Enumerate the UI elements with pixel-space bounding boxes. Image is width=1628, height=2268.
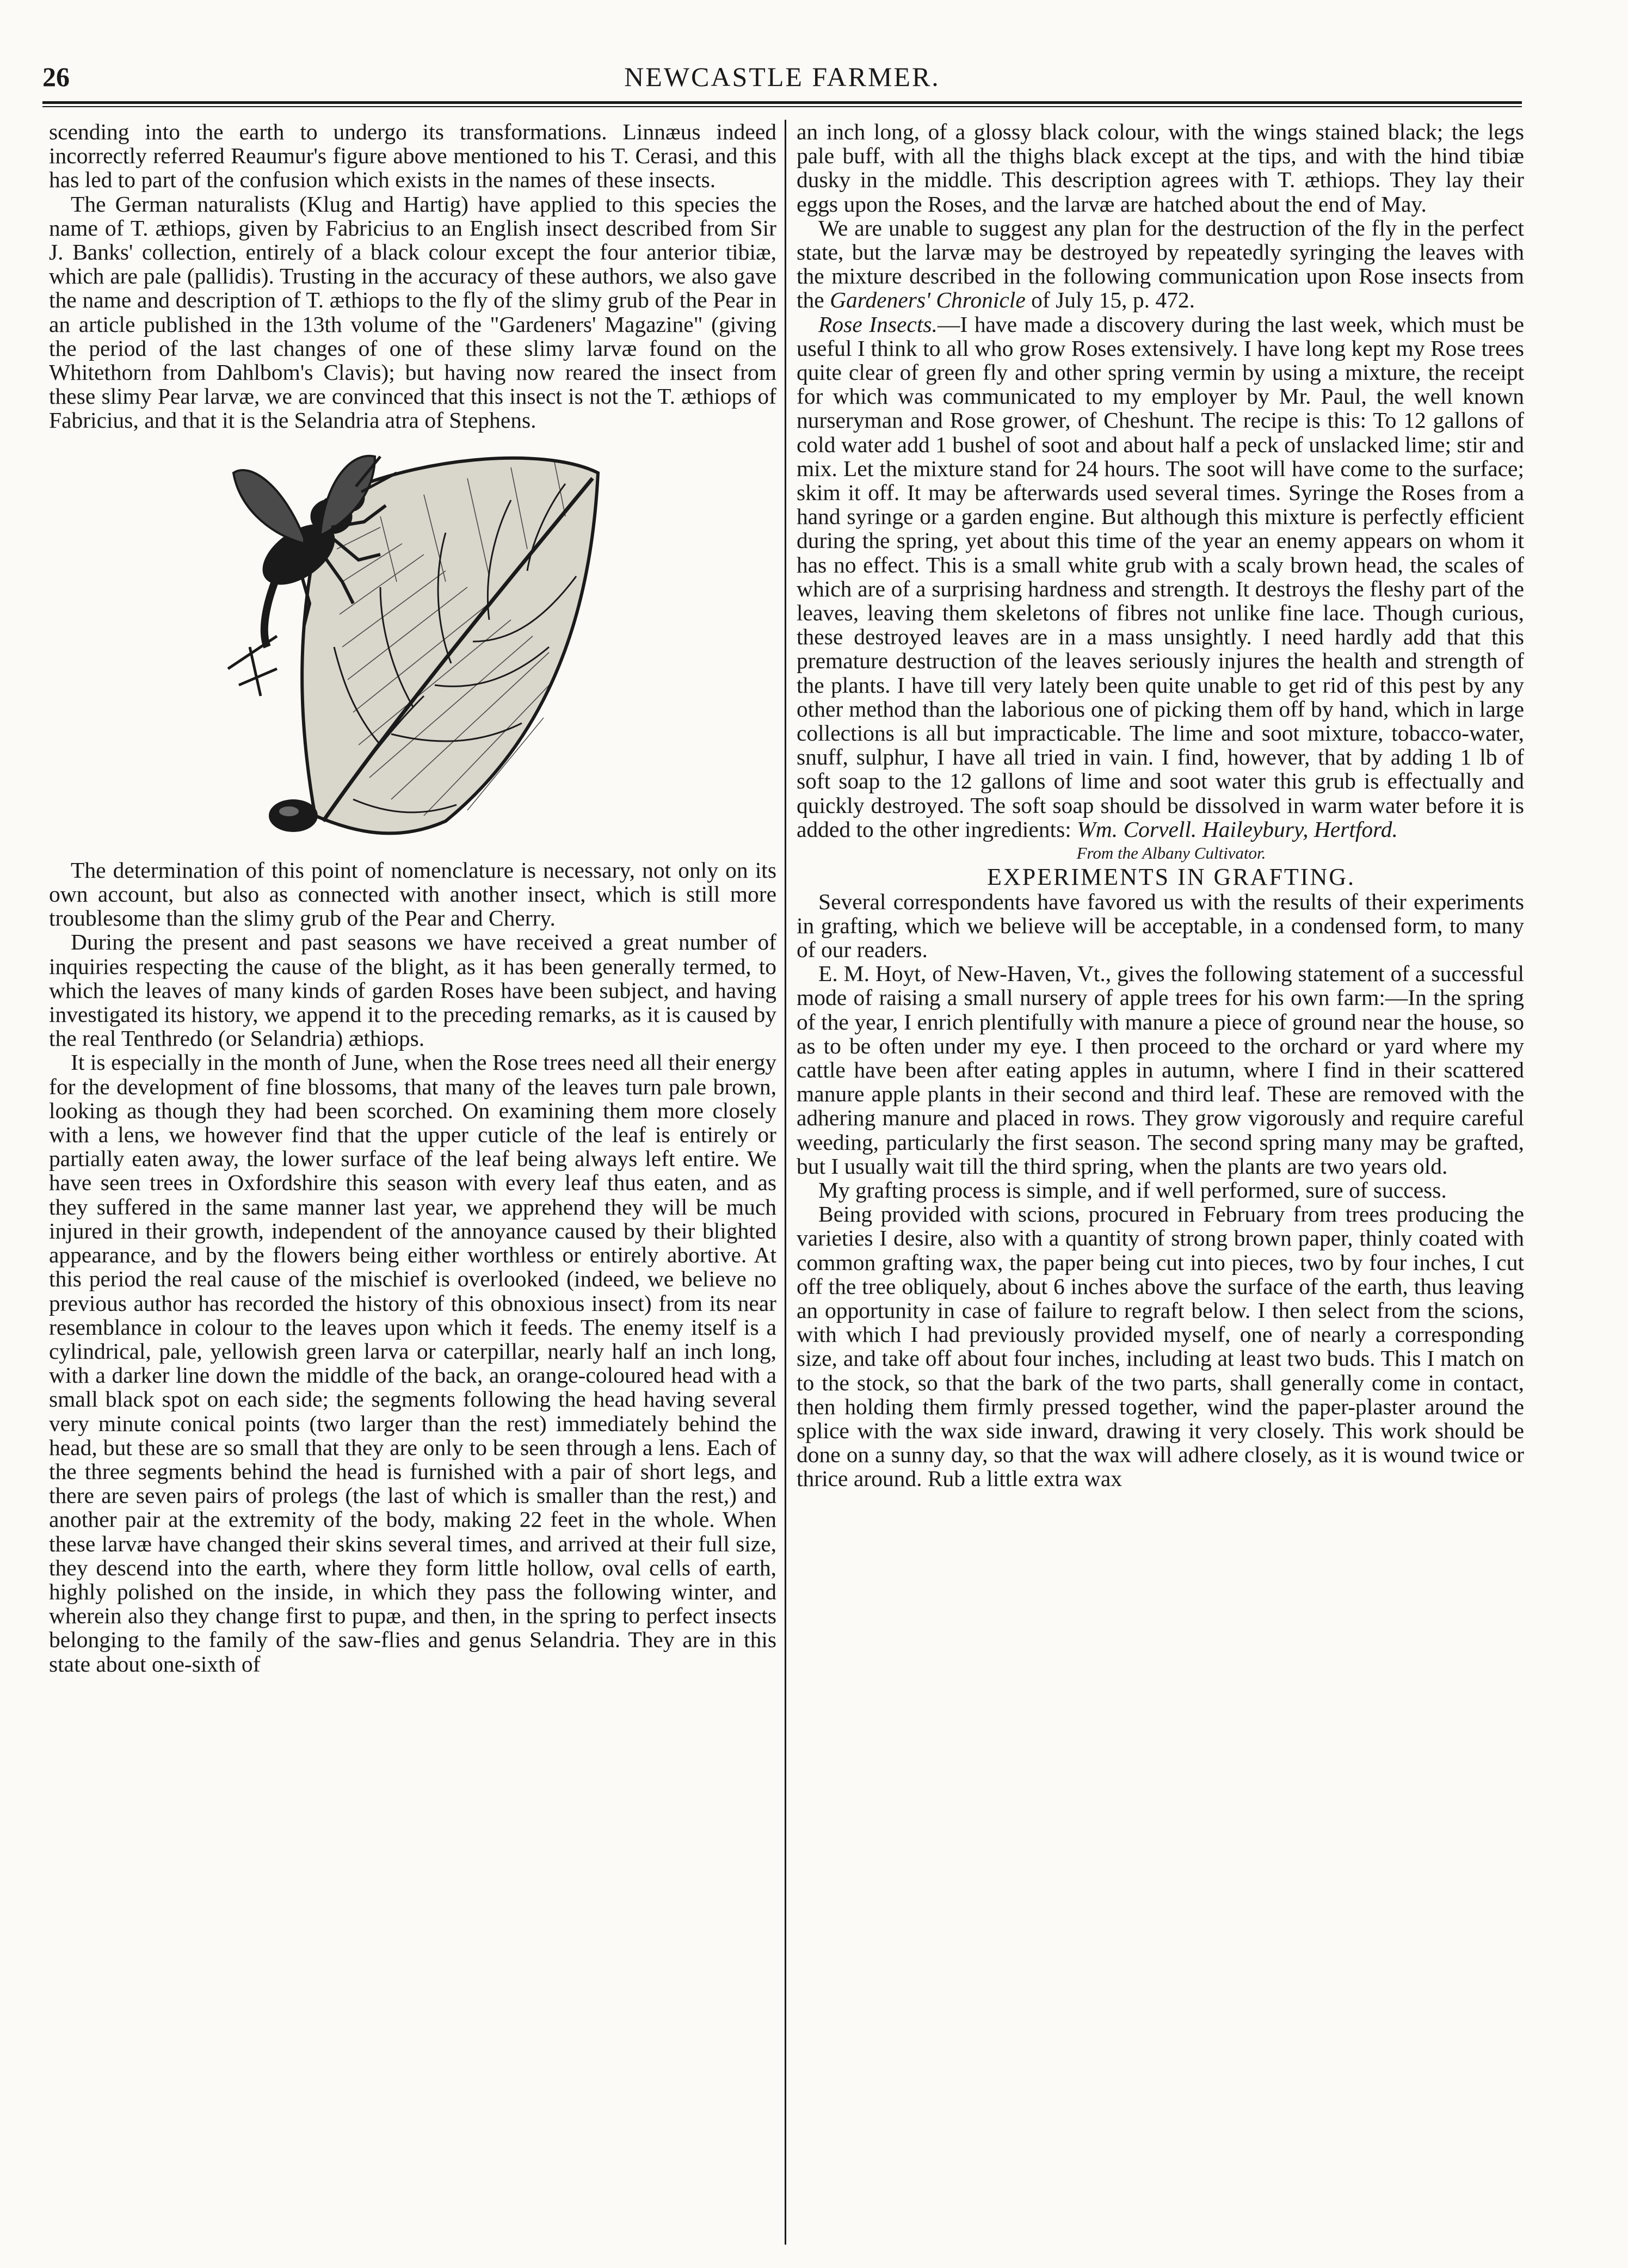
- right-paragraph-1: an inch long, of a glossy black colour, with the wings stained black; the legs pale buff, with all the thighs black except at the tips, and with the hind tibiæ dusky in the middle. This description agrees with T. æthiops. They lay their eggs upon the Roses, and the larvæ are hatched about the end of May.: [797, 120, 1524, 217]
- running-head: NEWCASTLE FARMER.: [624, 61, 940, 92]
- left-paragraph-5: It is especially in the month of June, when the Rose trees need all their energy for the development of fine blossoms, that many of the leaves turn pale brown, looking as though they had been scorched. On examining them more closely with a lens, we however find that the upper cuticle of the leaf is entirely or partially eaten away, the lower surface of the leaf being always left entire. We have seen trees in Oxfordshire this season with every leaf thus eaten, and as they suffered in the same manner last year, we apprehend they will be much injured in their growth, independent of the annoyance caused by their blighted appearance, and by the flowers being either worthless or entirely abortive. At this period the real cause of the mischief is overlooked (indeed, we believe no previous author has recorded the history of this obnoxious insect) from its near resemblance in colour to the leaves upon which it feeds. The enemy itself is a cylindrical, pale, yellowish green larva or caterpillar, nearly half an inch long, with a darker line down the middle of the back, an orange-coloured head with a small black spot on each side; the segments following the head having several very minute conical points (two larger than the rest) immediately behind the head, but these are so small that they are only to be seen through a lens. Each of the three segments behind the head is furnished with a pair of short legs, and there are seven pairs of prolegs (the last of which is smaller than the rest,) and another pair at the extremity of the body, making 22 feet in the whole. When these larvæ have changed their skins several times, and arrived at their full size, they descend into the earth, where they form little hollow, oval cells of earth, highly polished on the inside, in which they pass the following winter, and wherein also they change first to pupæ, and then, in the spring to perfect insects belonging to the family of the saw-flies and genus Selandria. They are in this state about one-sixth of: [49, 1050, 776, 1677]
- source-note: From the Albany Cultivator.: [1076, 843, 1266, 863]
- left-paragraph-1: scending into the earth to undergo its transformations. Linnæus indeed incorrectly referred Reaumur's figure above mentioned to his T. Cerasi, and this has led to part of the confusion which exists in the names of these insects.: [49, 120, 776, 193]
- sawfly-leaf-engraving: [217, 440, 609, 843]
- page-number: 26: [42, 61, 70, 92]
- right-paragraph-2: [797, 216, 1524, 312]
- column-divider: [785, 120, 786, 2245]
- page-header: [42, 61, 1522, 103]
- right-paragraph-2-text: We are unable to suggest any plan for the destruction of the fly in the perfect state, but the larvæ may be destroyed by repeatedly syringing the leaves with the mixture described in the following communication upon Rose insects from the: [797, 215, 1524, 313]
- section-title: EXPERIMENTS IN GRAFTING.: [987, 864, 1355, 891]
- sawfly-on-leaf-illustration: [49, 440, 776, 847]
- grafting-paragraph-3: My grafting process is simple, and if well performed, sure of success.: [818, 1177, 1447, 1203]
- letter-signature: Wm. Corvell. Haileybury, Hertford.: [1077, 816, 1398, 842]
- header-rule: [42, 101, 1522, 107]
- left-paragraph-2: The German naturalists (Klug and Hartig) have applied to this species the name of T. æthiops, given by Fabricius to an English insect described from Sir J. Banks' collection, entirely of a black colour except the four anterior tibiæ, which are pale (pallidis). Trusting in the accuracy of these authors, we also gave the name and description of T. æthiops to the fly of the slimy grub of the Pear in an article published in the 13th volume of the "Gardeners' Magazine" (giving the period of the last changes of one of these slimy larvæ found on the Whitethorn from Dahlbom's Clavis); but having now reared the insect from these slimy Pear larvæ, we are convinced that this insect is not the T. æthiops of Fabricius, and that it is the Selandria atra of Stephens.: [49, 191, 776, 433]
- rose-insects-paragraph: [797, 312, 1524, 841]
- right-paragraph-2-end: of July 15, p. 472.: [1025, 287, 1195, 313]
- gardeners-chronicle-title: Gardeners' Chronicle: [830, 287, 1026, 313]
- rose-insects-lead: Rose Insects.: [818, 311, 938, 337]
- left-paragraph-3: The determination of this point of nomenclature is necessary, not only on its own account, but also as connected with another insect, which is still more troublesome than the slimy grub of the Pear and Cherry.: [49, 857, 776, 931]
- left-paragraph-4: During the present and past seasons we have received a great number of inquiries respecting the cause of the blight, as it has been generally termed, to which the leaves of many kinds of garden Roses have been subject, and having investigated its history, we append it to the preceding remarks, as it is caused by the real Tenthredo (or Selandria) æthiops.: [49, 929, 776, 1051]
- rose-insects-body: —I have made a discovery during the last week, which must be useful I think to all who grow Roses extensively. I have long kept my Rose trees quite clear of green fly and other spring vermin by using a mixture, the receipt for which was communicated to my employer by Mr. Paul, the well known nurseryman and Rose grower, of Cheshunt. The recipe is this: To 12 gallons of cold water add 1 bushel of soot and about half a peck of unslacked lime; stir and mix. Let the mixture stand for 24 hours. The soot will have come to the surface; skim it off. It may be afterwards used several times. Syringe the Roses from a hand syringe or a garden engine. But although this mixture is perfectly efficient during the spring, yet about this time of the year an enemy appears on whom it has no effect. This is a small white grub with a scaly brown head, the scales of which are of a surprising hardness and strength. It destroys the fleshy part of the leaves, leaving them skeletons of fibres not unlike fine lace. Though curious, these destroyed leaves are in a mass unsightly. I need hardly add that this premature destruction of the leaves seriously injures the health and strength of the plants. I have till very lately been quite unable to get rid of this pest by any other method than the laborious one of picking them off by hand, which in large collections is all but impracticable. The lime and soot mixture, tobacco-water, snuff, sulphur, I have all tried in vain. I find, however, that by adding 1 lb of soft soap to the 12 gallons of lime and soot water this grub is effectually and quickly destroyed. The soft soap should be dissolved in warm water before it is added to the other ingredients:: [797, 311, 1524, 842]
- grafting-paragraph-1: Several correspondents have favored us with the results of their experiments in grafting, which we believe will be acceptable, in a condensed form, to many of our readers.: [797, 889, 1524, 962]
- grafting-paragraph-2: E. M. Hoyt, of New-Haven, Vt., gives the following statement of a successful mode of raising a small nursery of apple trees for his own farm:—In the spring of the year, I enrich plentifully with manure a piece of ground near the house, so as to be often under my eye. I then proceed to the orchard or yard where my cattle have been after eating apples in autumn, where I find in their scattered manure apple plants in their second and third leaf. These are removed with the adhering manure and placed in rows. They grow vigorously and require careful weeding, particularly the first season. The second spring many may be grafted, but I usually wait till the third spring, when the plants are two years old.: [797, 961, 1524, 1179]
- left-column: [49, 120, 776, 2247]
- grafting-paragraph-4: Being provided with scions, procured in February from trees producing the varieties I desire, also with a quantity of strong brown paper, thinly coated with common grafting wax, the paper being cut into pieces, two by four inches, I cut off the tree obliquely, about 6 inches above the surface of the earth, thus leaving an opportunity in case of failure to regraft below. I then select from the scions, with which I had previously provided myself, one of nearly a corresponding size, and take off about four inches, including at least two buds. This I match on to the stock, so that the bark of the two parts, shall generally come in contact, then holding them firmly pressed together, wind the paper-plaster around the splice with the wax side inward, drawing it very closely. This work should be done on a sunny day, so that the wax will adhere closely, as it is wound twice or thrice around. Rub a little extra wax: [797, 1201, 1524, 1492]
- right-column: [797, 120, 1524, 2247]
